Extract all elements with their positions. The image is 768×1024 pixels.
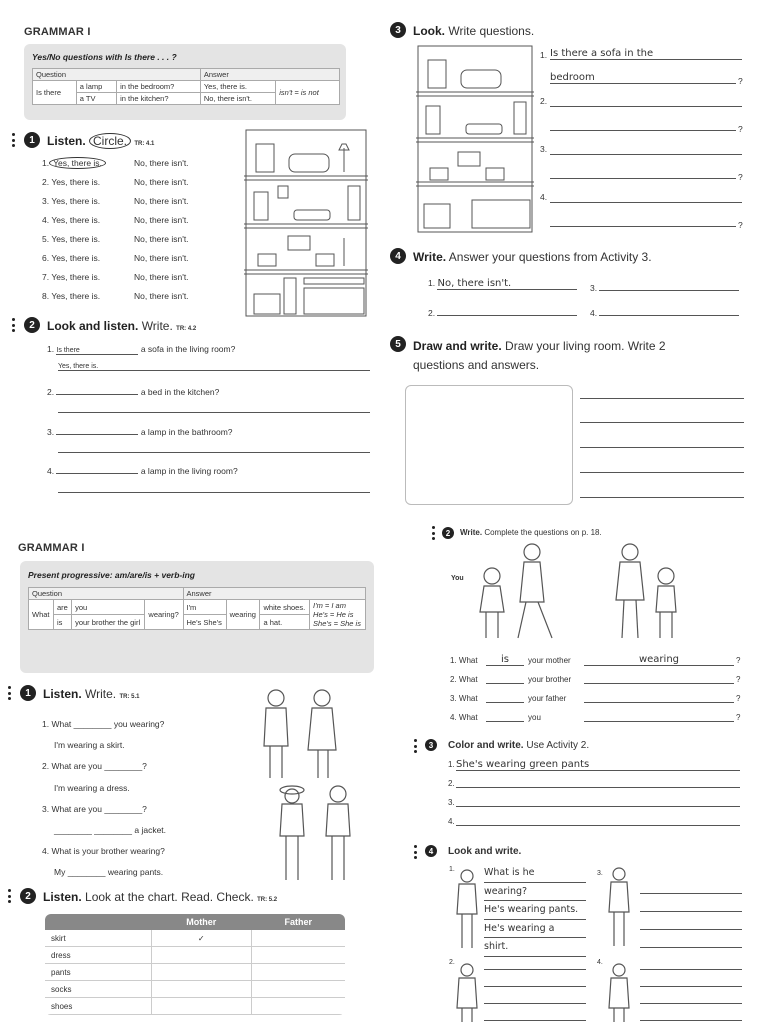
list-item: 3. What your father ?: [450, 694, 741, 703]
activity-instruction: Look at the chart. Read. Check.: [85, 890, 254, 904]
item-number: 3.: [597, 870, 603, 877]
family-illustration: [470, 542, 710, 642]
activity-title: Listen.: [43, 890, 82, 904]
exercise-item: ?: [540, 120, 746, 144]
pair-dots-icon: [414, 845, 417, 859]
list-item: 3. Yes, there is. No, there isn't.: [42, 196, 189, 206]
house-illustration: [244, 128, 368, 320]
grammar-title-bottom: GRAMMAR I: [18, 542, 85, 554]
people-illustration: [258, 686, 362, 886]
exercise-item: 2.: [540, 96, 746, 120]
track-label: TR: 4.1: [134, 141, 155, 147]
check-cell[interactable]: [151, 964, 251, 981]
write-line[interactable]: [580, 497, 744, 498]
check-cell[interactable]: ✓: [151, 930, 251, 947]
write-lines: What is he wearing? He's wearing pants. He's wearing a shirt.: [484, 864, 586, 957]
pair-dots-icon: [8, 686, 11, 700]
list-item: 2. What your brother ?: [450, 675, 741, 684]
exercise-item: ?: [540, 216, 746, 240]
clothes-chart: [45, 914, 345, 1015]
activity-title: Write.: [413, 250, 447, 264]
activity-number: 1: [20, 685, 36, 701]
list-item: 4. What you ?: [450, 713, 741, 722]
answer-blank[interactable]: [437, 305, 577, 316]
you-label: You: [451, 575, 464, 582]
answer-item: 1. No, there isn't.: [428, 278, 577, 290]
answer-line[interactable]: [58, 492, 370, 493]
write-line[interactable]: [580, 447, 744, 448]
list-item: 4.: [448, 817, 742, 836]
activity-title: Listen.: [43, 687, 82, 701]
table-row: dress: [45, 947, 345, 964]
pair-dots-icon: [414, 739, 417, 753]
item-number: 4.: [597, 959, 603, 966]
table-row: pants: [45, 964, 345, 981]
header-mother: Mother: [151, 914, 251, 930]
activity-title: Look and write.: [448, 846, 522, 857]
check-cell[interactable]: [251, 981, 345, 998]
exercise-item: 1. Is there a sofa in the living room?: [47, 344, 236, 354]
cell: Yes, there is.: [200, 81, 275, 93]
activity-heading: [43, 687, 140, 701]
list-item: 5. Yes, there is. No, there isn't.: [42, 234, 189, 244]
activity-instruction: Write.: [141, 319, 173, 333]
grammar-title-top: GRAMMAR I: [24, 26, 91, 38]
activity-instruction: Draw your living room. Write 2: [505, 339, 666, 353]
write-lines: [640, 876, 742, 948]
write-questions: [540, 50, 746, 240]
check-cell[interactable]: [151, 981, 251, 998]
list-item: 7. Yes, there is. No, there isn't.: [42, 272, 189, 282]
activity-instruction: Write questions.: [448, 24, 535, 38]
check-cell[interactable]: [151, 947, 251, 964]
answer-line[interactable]: [58, 452, 370, 453]
list-item: I'm wearing a dress.: [54, 782, 130, 793]
write-lines: [484, 953, 586, 1021]
list-item: 3.: [448, 798, 742, 817]
boy-figure-icon: [604, 866, 634, 950]
activity-heading: [413, 337, 743, 375]
list-item: I'm wearing a skirt.: [54, 740, 125, 751]
pair-dots-icon: [8, 889, 11, 903]
check-cell[interactable]: [251, 998, 345, 1015]
exercise-item: 2. a bed in the kitchen?: [47, 384, 219, 397]
list-item: 6. Yes, there is. No, there isn't.: [42, 253, 189, 263]
list-item: 2.: [448, 779, 742, 798]
list-item[interactable]: 2. What are you ________?: [42, 761, 147, 772]
answer-blank[interactable]: No, there isn't.: [437, 278, 577, 290]
activity-heading: [413, 24, 534, 38]
activity-number: 4: [390, 248, 406, 264]
activity-instruction: Write.: [85, 687, 117, 701]
grammar-note: isn't = is not: [276, 81, 340, 105]
activity-heading: [47, 319, 196, 333]
activity-heading: [47, 134, 154, 148]
house-illustration: [416, 44, 534, 234]
grammar-table: [32, 68, 340, 105]
track-label: TR: 5.1: [119, 694, 140, 700]
activity-title: Look and listen.: [47, 319, 139, 333]
write-line[interactable]: [580, 472, 744, 473]
answer-blank[interactable]: [599, 305, 739, 316]
list-item[interactable]: ________ ________ a jacket.: [54, 825, 167, 836]
answer-item: 4.: [590, 305, 739, 318]
list-item: 2. Yes, there is. No, there isn't.: [42, 177, 189, 187]
man-figure-icon: [452, 868, 482, 952]
cell: a lamp: [76, 81, 116, 93]
activity-instruction: Answer your questions from Activity 3.: [448, 250, 652, 264]
activity-title: Draw and write.: [413, 339, 502, 353]
exercise-item: bedroom ?: [550, 72, 743, 86]
activity-title: Color and write.: [448, 740, 524, 751]
activity-title: Look.: [413, 24, 445, 38]
activity-instruction: Use Activity 2.: [526, 740, 590, 751]
listen-circle-list: [42, 158, 242, 310]
header-father: Father: [251, 914, 345, 930]
answer-line[interactable]: [58, 412, 370, 413]
answer-blank[interactable]: Is there: [56, 347, 138, 355]
color-write-list: [448, 760, 742, 836]
answer-blank[interactable]: [56, 463, 138, 474]
answer-blank[interactable]: [599, 280, 739, 291]
activity-number: 1: [24, 132, 40, 148]
write-lines: [640, 953, 742, 1021]
write-line[interactable]: [580, 398, 744, 399]
grammar-caption: Yes/No questions with Is there . . . ?: [32, 52, 177, 62]
complete-questions: [450, 656, 744, 732]
grammar-box-top: [24, 44, 346, 120]
activity-number: 2: [24, 317, 40, 333]
activity-title: Listen.: [47, 134, 86, 148]
pair-dots-icon: [12, 318, 15, 332]
list-item[interactable]: 1. What ________ you wearing?: [42, 719, 165, 729]
activity-number: 3: [425, 739, 437, 751]
list-item: 1. She's wearing green pants: [448, 760, 742, 779]
item-number: 2.: [449, 959, 455, 966]
col-answer: Answer: [200, 69, 339, 81]
is-there: Is there: [33, 81, 77, 105]
pair-dots-icon: [12, 133, 15, 147]
pair-dots-icon: [432, 526, 435, 540]
activity-heading: [43, 890, 277, 904]
answer-blank[interactable]: [56, 384, 138, 395]
exercise-item: 3. a lamp in the bathroom?: [47, 424, 233, 437]
activity-instruction: Circle.: [89, 133, 131, 149]
answer-item: 2.: [428, 305, 577, 318]
cell: in the bedroom?: [117, 81, 201, 93]
exercise-item: 4.: [540, 192, 746, 216]
activity-title: Write.: [460, 528, 483, 537]
grammar-box-bottom: [20, 561, 374, 673]
activity-heading: [460, 528, 602, 537]
track-label: TR: 4.2: [176, 326, 197, 332]
activity-heading: [448, 740, 589, 751]
list-item: 4. What is your brother wearing?: [42, 846, 165, 857]
write-line[interactable]: [580, 422, 744, 423]
item-number: 1.: [449, 866, 455, 873]
activity-number: 4: [425, 845, 437, 857]
list-item: 1. Yes, there is. No, there isn't.: [42, 158, 189, 168]
drawing-area[interactable]: [405, 385, 573, 505]
exercise-item: ?: [540, 168, 746, 192]
woman-figure-icon: [604, 962, 634, 1022]
activity-instruction: Complete the questions on p. 18.: [484, 528, 602, 537]
activity-heading: [413, 250, 652, 264]
cell: in the kitchen?: [117, 93, 201, 105]
cell: No, there isn't.: [200, 93, 275, 105]
check-cell[interactable]: [251, 947, 345, 964]
table-row: skirt ✓: [45, 930, 345, 947]
answer-blank[interactable]: [56, 424, 138, 435]
activity-number: 2: [442, 527, 454, 539]
list-item: 1. What is your mother wearing ?: [450, 654, 741, 665]
list-item: 4. Yes, there is. No, there isn't.: [42, 215, 189, 225]
grammar-caption: Present progressive: am/are/is + verb-ing: [28, 570, 196, 580]
listen-write-list: [42, 714, 262, 884]
exercise-item: 1. Is there a sofa in the: [540, 50, 746, 72]
activity-instruction-2: questions and answers.: [413, 358, 540, 372]
table-row: shoes: [45, 998, 345, 1015]
check-cell[interactable]: [151, 998, 251, 1015]
activity-number: 2: [20, 888, 36, 904]
exercise-item: 3.: [540, 144, 746, 168]
grammar-table: Question Answer What are you wearing? I'm wearing white shoes. I'm = I am He's = He is She's = She is is your brother the girl He's She's a hat.: [28, 587, 366, 630]
cell: a TV: [76, 93, 116, 105]
answer-line[interactable]: Yes, there is.: [58, 363, 370, 371]
activity-number: 3: [390, 22, 406, 38]
girl-figure-icon: [452, 962, 482, 1022]
check-cell[interactable]: [251, 930, 345, 947]
exercise-item: 4. a lamp in the living room?: [47, 463, 238, 476]
answer-item: 3.: [590, 280, 739, 293]
track-label: TR: 5.2: [257, 897, 278, 903]
list-item: 8. Yes, there is. No, there isn't.: [42, 291, 189, 301]
table-row: socks: [45, 981, 345, 998]
list-item[interactable]: My ________ wearing pants.: [54, 867, 164, 878]
activity-number: 5: [390, 336, 406, 352]
col-question: Question: [33, 69, 201, 81]
list-item[interactable]: 3. What are you ________?: [42, 803, 147, 814]
check-cell[interactable]: [251, 964, 345, 981]
